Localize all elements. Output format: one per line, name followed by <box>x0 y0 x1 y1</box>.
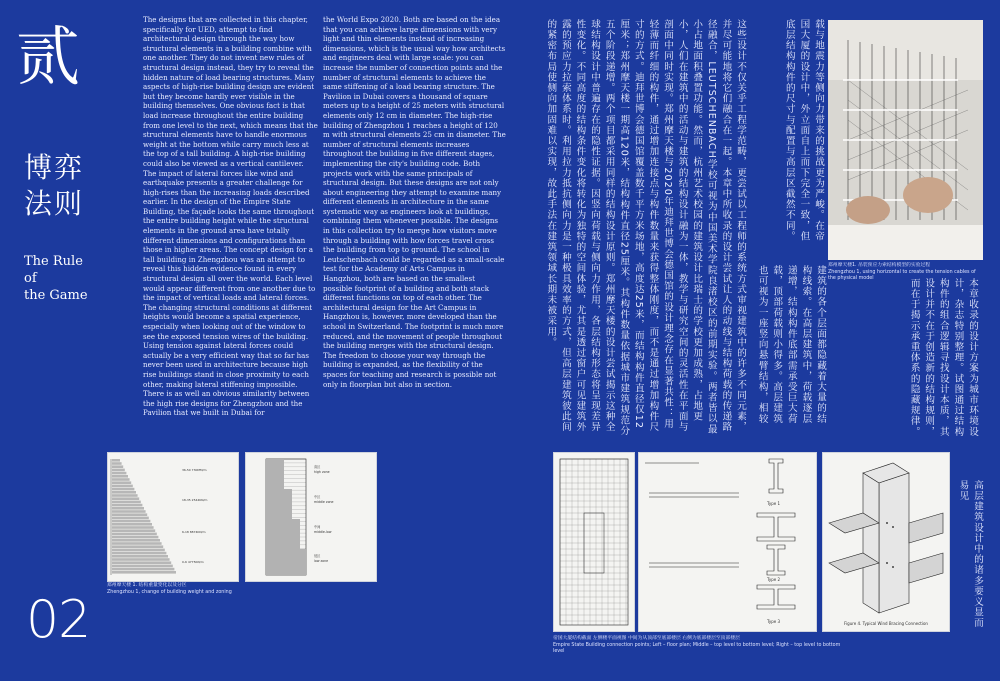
iso-caption: Figure 4. Typical Wind Bracing Connection <box>844 621 928 626</box>
title-en-line1: The Rule <box>24 254 83 269</box>
weight-step-bar <box>112 520 150 523</box>
weight-step-bar <box>112 565 173 568</box>
stack-label-6: middle-low <box>314 530 332 534</box>
weight-step-bar <box>112 497 139 500</box>
weight-step-bar <box>112 561 171 564</box>
zone-value-2: 18-35 2544KN/m <box>182 498 208 502</box>
figure-left-caption <box>107 583 307 596</box>
fig-left-caption-en: Zhengzhou 1, change of building weight and zoning <box>107 589 232 595</box>
weight-step-bar <box>112 523 152 526</box>
figure-connection-types <box>638 452 817 632</box>
weight-step-bar <box>112 501 141 504</box>
figure-weight-steps <box>107 452 239 582</box>
chapter-character: 贰 <box>16 21 80 95</box>
weight-step-bar <box>112 494 138 497</box>
chapter-title-cn <box>24 150 84 222</box>
chapter-number: 02 <box>26 590 91 650</box>
photo-caption-en: Zhengzhou 1, using horizontal to create the tension cables of the physical model <box>828 269 976 282</box>
title-en-line2: of <box>24 271 37 286</box>
chinese-text-intro-lower: 高层建筑设计中的诸多要义显而易见 <box>957 480 983 629</box>
weight-step-bar <box>112 533 157 536</box>
photo-caption-cn: 郑州摩天楼1. 吊装预应力索结构模型的实验过程 <box>828 263 931 268</box>
chinese-text-right-lower: 建筑的各个层面都隐藏着大量的结构线索。在高层建筑中，荷载逐层递增，结构构件底部需承受巨大荷载，顶部荷载则小得多。高层建筑也可视为一座竖向悬臂结构，相较 <box>757 265 826 424</box>
weight-step-bar <box>112 485 133 488</box>
model-photo <box>828 20 983 260</box>
weight-step-bar <box>112 568 174 571</box>
figure-wind-bracing <box>822 452 950 632</box>
weight-step-bar <box>112 526 154 529</box>
weight-step-bar <box>112 491 136 494</box>
fig-right-caption-cn: 帝国大厦结构截面 左侧楼平面视图 中间为从顶部至底部楼层 右侧为底部楼层至顶部楼层 <box>553 636 740 641</box>
type-label-1: Type 1 <box>767 501 781 506</box>
weight-step-bar <box>112 488 134 491</box>
weight-steps-diagram <box>108 453 238 581</box>
type-label-2: Type 2 <box>767 577 781 582</box>
weight-step-bar <box>112 462 122 465</box>
chapter-title-en <box>24 253 88 304</box>
weight-step-bar <box>112 513 147 516</box>
chinese-text-intro: 本章收录的设计方案为城市环境设计，杂志特别整理。试图通过结构构件的组合逻辑寻找设计本质，其设计并不在于创造新的结构规则，而在于揭示承重体系的隐藏规律。 <box>908 278 978 437</box>
weight-step-bar <box>112 545 163 548</box>
weight-step-bar <box>112 539 160 542</box>
figure-floor-plan <box>553 452 635 632</box>
weight-step-bar <box>112 478 130 481</box>
stack-label-1: 高区 <box>314 465 321 469</box>
weight-step-bar <box>112 472 126 475</box>
weight-step-bar <box>112 510 146 513</box>
stack-label-7: 低区 <box>314 554 321 558</box>
zone-value-1: 36-50 730MM/m <box>182 468 207 472</box>
weight-step-bar <box>112 504 142 507</box>
weight-step-bar <box>112 517 149 520</box>
english-text-column-2: the World Expo 2020. Both are based on the idea that you can achieve large dimensions with very light and thin elements instead of increasing dimensions, which is the usual way how architects and engineers deal with large scale: you can increase the number of connection points and the number of structural elements to achieve the same stiffening of a load bearing structure. The Pavilion in Dubai covers a thousand of square meters up to a height of 25 meters with structural elements only 12 cm in diameter. The high-rise building of Zhengzhou 1 reaches a height of 120 m with structural elements 25 cm in diameter. The number of structural elements increases throughout the building in five different stages, implementing the city's building code. Both projects work with the same principals of structural design. But these designs are not only about engineering they attempt to examine many different elements in architecture in the same systematic way as engineers look at buildings, combining them whenever possible. The designs in this collection try to merge how visitors move through a building with how forces travel cross the building from top to ground. The school in Leutschenbach could be regarded as a small-scale test for the Academy of Arts Campus in Hangzhou, both are based on the smallest possible footprint of a building and both stack different functions on top of each other. The architectural design for the Art Campus in Hangzhou is, however, more developed than the school in Switzerland. The footprint is much more reduced, and the movement of people throughout the building merges with the structural design. The freedom to choose your way through the building is expanded, as the flexibility of the spaces for teaching and research is possible not only in floorplan but also in section. <box>323 15 506 389</box>
weight-step-bar <box>112 555 168 558</box>
title-cn-line2: 法则 <box>24 187 85 220</box>
english-text-column-1: The designs that are collected in this chapter, specifically for UED, attempt to find architectural design through the way how structural elements in a building combine with one another. They do not invent new rules of structural design instead, they try to reveal the hidden nature of load bearing structures. Many aspects of high-rise building design are evident but they become hardly ever visible in the building themselves. One obvious fact is that load increase throughout the entire building from one level to the next, which means that the structural elements have to handle enormous weight at the bottom while carry much less at the top of a tall building. A high-rise building could also be viewed as a vertical cantilever. The impact of lateral forces like wind and earthquake presents a greater challenge for high-rises than the increasing loads described earlier. In the design of the Empire State Building, the façade looks the same throughout the entire building height while the structural elements in the ground area have totally different dimensions and configurations than those in higher areas. The concept design for a tall building in Zhengzhou was an attempt to reveal this hidden evidence found in every structural design all over the world. Each level would appear different from one another due to the impact of vertical loads and lateral forces. The changing structural conditions at different heights would become a spatial experience, especially when looking out of the window to see the exposed tension wires of the building. Using tension against lateral forces could actually be a very efficient way that so far has never been used in architecture because high rise buildings stand in close proximity to each other, making lateral stiffening impossible. There is as well an obvious similarity between the high rise designs for Zhengzhou and the Pavilion that we built in Dubai for <box>143 15 318 418</box>
photo-caption <box>828 263 983 283</box>
floor-plan-diagram <box>554 453 634 631</box>
weight-step-bar <box>112 481 131 484</box>
weight-step-bar <box>112 507 144 510</box>
zone-value-3: 6-18 8874KN/m <box>182 530 206 534</box>
chinese-text-main: 这些设计不仅关乎工程学范畴，更尝试以工程师的系统方式审视建筑中的许多不同元素，并尽可能地将它们融合在一起。本章中所收录的设计尝试让人的动线与结构荷载的传递路径融合，LEUTSCHENBACH学校可视为中国美术学院良渚校区的前期实验。两者皆以最小占地面积叠置功能。然而，杭州艺术校园的建筑设计比瑞士的学校更加成熟，占地更小，人们在建筑中的活动与建筑的结构设计融为一体，教学与研究空间的灵活性在平面与剖面中同时实现。郑州摩天楼与2020年迪拜世博会德国馆的设计理念存在显著共性：用轻薄而纤细的构件，通过增加连接点与构件数量来获得整体刚度，而不是通过增加构件尺寸的方式。迪拜世博会德国馆覆盖数千平方米场地，高度达25米，而结构构件直径仅12厘米；郑州摩天楼一期高120米，结构构件直径25厘米。其构件数量依据城市建筑规范分五个阶段递增。两个项目都采用同样的结构设计原则。郑州摩天楼的设计尝试揭示这种全球结构设计中普遍存在的隐性证据。因竖向荷载与侧向力作用，各层结构形态将呈现差异性变化。不同高度的结构条件变化将转化为独特的空间体验，尤其是透过窗户可见建筑外露的预应力拉索体系时。利用拉力抵抗侧向力是一种极具效率的方式，但高层建筑彼此间的紧密布局使侧向加固难以实现，故此手法在建筑领域长期未被采用。 <box>545 19 746 437</box>
weight-step-bar <box>112 536 158 539</box>
type-label-3: Type 3 <box>767 619 781 624</box>
weight-step-bar <box>112 465 123 468</box>
weight-step-bar <box>112 475 128 478</box>
stack-label-8: low zone <box>314 559 329 563</box>
stack-label-2: high zone <box>314 470 330 474</box>
weight-step-bar <box>112 529 155 532</box>
weight-step-bar <box>112 459 120 462</box>
figure-zones <box>245 452 377 582</box>
connection-types-diagram <box>639 453 816 631</box>
weight-step-bar <box>112 549 165 552</box>
weight-step-bar <box>112 552 166 555</box>
title-en-line3: the Game <box>24 288 88 303</box>
zones-diagram <box>246 453 376 581</box>
stack-label-3: 中区 <box>314 495 321 499</box>
weight-step-bar <box>112 469 125 472</box>
model-photo-image <box>828 20 983 260</box>
fig-left-caption-cn: 郑州摩天楼 1. 结构重量变化以及分区 <box>107 583 187 588</box>
chinese-text-right: 载与地震力等侧向力带来的挑战更为严峻。在帝国大厦的设计中，外立面自上而下完全一致，但底层结构构件的尺寸与配置与高层区截然不同。 <box>783 19 824 242</box>
figure-right-caption <box>553 636 853 656</box>
title-cn-line1: 博弈 <box>24 151 85 184</box>
wind-bracing-diagram <box>823 453 949 631</box>
zone-value-4: 0-6 4775KN/m <box>182 560 204 564</box>
stack-label-5: 中间 <box>314 525 321 529</box>
weight-step-bar <box>112 542 162 545</box>
fig-right-caption-en: Empire State Building connection points; Left – floor plan; Middle – top level to bottom level; Right – top level to bottom level <box>553 642 841 655</box>
weight-step-bar <box>112 558 170 561</box>
weight-step-bar <box>112 571 176 574</box>
stack-label-4: middle zone <box>314 500 334 504</box>
